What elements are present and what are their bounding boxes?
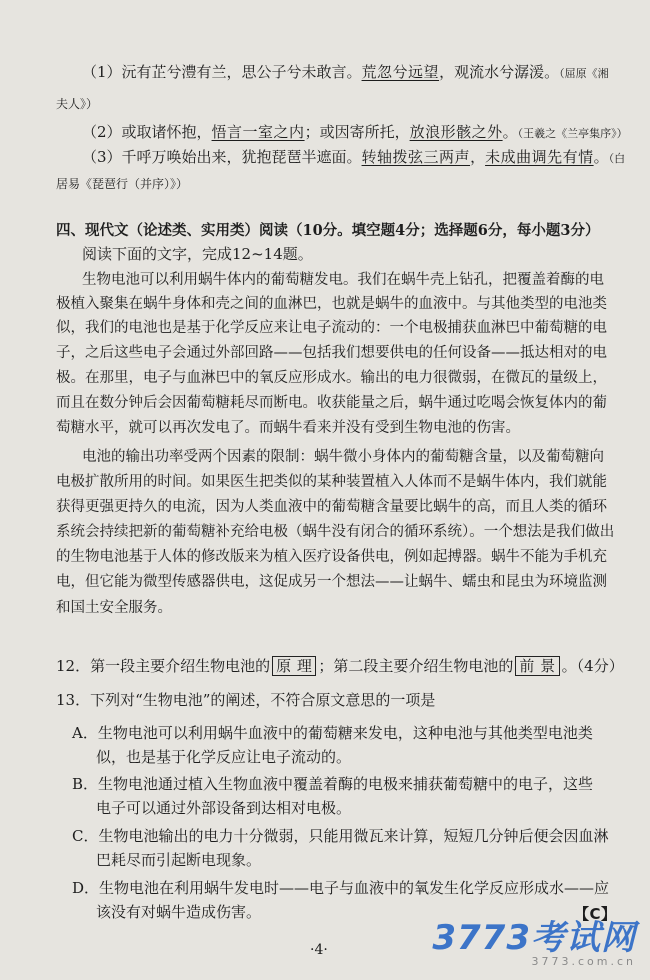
passage-line: 而且在数分钟后会因葡萄糖耗尽而断电。收获能量之后，蜗牛通过吃喝会恢复体内的葡 [56, 395, 607, 411]
poem-line-1 [82, 62, 609, 84]
option-d: D．生物电池在利用蜗牛发电时——电子与血液中的氧发生化学反应形成水——应 [72, 879, 610, 897]
option-a-cont: 似，也是基于化学反应让电子流动的。 [96, 748, 352, 766]
poem-source: （白 [608, 152, 626, 165]
passage-line: 极植入聚集在蜗牛身体和壳之间的血淋巴，也就是蜗牛的血液中。与其他类型的电池类 [56, 296, 607, 312]
page-number: ·4· [310, 942, 328, 958]
question-12 [56, 656, 624, 676]
section-heading: 四、现代文（论述类、实用类）阅读（10分。填空题4分；选择题6分，每小题3分） [56, 222, 600, 239]
question-text: 。（4分） [561, 657, 624, 675]
option-d-cont: 该没有对蜗牛造成伤害。 [96, 903, 262, 921]
handwritten-answer: 放浪形骸之外 [409, 123, 503, 141]
passage-line: 电池的输出功率受两个因素的限制：蜗牛微小身体内的葡萄糖含量，以及葡萄糖向 [82, 449, 604, 465]
option-c: C．生物电池输出的电力十分微弱，只能用微瓦来计算，短短几分钟后便会因血淋 [72, 827, 609, 845]
poem-text: ；或因寄所托， [304, 123, 410, 141]
option-a: A．生物电池可以利用蜗牛血液中的葡萄糖来发电，这种电池与其他类型电池类 [72, 724, 593, 742]
poem-text: 。 [593, 148, 609, 166]
question-text: ；第二段主要介绍生物电池的 [318, 657, 514, 675]
answer-box: 前 景 [515, 656, 559, 676]
passage-line: 电，但它能为微型传感器供电，这促成另一个想法——让蜗牛、蠕虫和昆虫为环境监测 [56, 574, 607, 590]
answer-mark: 【C】 [574, 905, 617, 923]
poem-source: （屈原《湘 [559, 67, 609, 80]
passage-line: 和国土安全服务。 [56, 600, 172, 616]
handwritten-answer: 悟言一室之内 [211, 123, 305, 141]
passage-line: 萄糖水平，就可以再次发电了。而蜗牛看来并没有受到生物电池的伤害。 [56, 420, 520, 436]
passage-line: 子，之后这些电子会通过外部回路——包括我们想要供电的任何设备——抵达相对的电 [56, 345, 607, 361]
option-b-cont: 电子可以通过外部设备到达相对电极。 [96, 799, 352, 817]
watermark-brand: 3773考试网 [432, 918, 636, 958]
watermark-logo [432, 910, 636, 968]
poem-line-4 [82, 147, 625, 169]
poem-line-3 [82, 122, 628, 144]
handwritten-answer: 未成曲调先有情 [485, 148, 594, 166]
poem-text: （3）千呼万唤始出来，犹抱琵琶半遮面。 [82, 148, 362, 166]
poem-source: （王羲之《兰亭集序》） [517, 127, 628, 140]
poem-text: 。 [502, 123, 518, 141]
question-13-stem: 13．下列对“生物电池”的阐述，不符合原文意思的一项是 [56, 691, 436, 709]
option-b: B．生物电池通过植入生物血液中覆盖着酶的电极来捕获葡萄糖中的电子，这些 [72, 775, 594, 793]
question-text: 12．第一段主要介绍生物电池的 [56, 657, 271, 675]
poem-text: ， [470, 148, 486, 166]
passage-line: 极。在那里，电子与血淋巴中的氧反应形成水。输出的电力很微弱，在微瓦的量级上， [56, 370, 607, 386]
poem-line-2: 夫人》） [56, 97, 99, 111]
poem-text: ，观流水兮潺湲。 [439, 63, 560, 81]
handwritten-answer: 转轴拨弦三两声 [361, 148, 471, 166]
poem-text: （2）或取诸怀抱， [82, 123, 212, 141]
passage-line: 似，我们的电池也是基于化学反应来让电子流动的：一个电极捕获血淋巴中葡萄糖的电 [56, 320, 607, 336]
section-instruction: 阅读下面的文字，完成12~14题。 [82, 245, 313, 263]
passage-line: 生物电池可以利用蜗牛体内的葡萄糖发电。我们在蜗牛壳上钻孔，把覆盖着酶的电 [82, 272, 604, 288]
option-c-cont: 巴耗尽而引起断电现象。 [96, 851, 262, 869]
passage-line: 电极扩散所用的时间。如果医生把类似的某种装置植入人体而不是蜗牛体内，我们就能 [56, 474, 607, 490]
poem-text: （1）沅有芷兮澧有兰，思公子兮未敢言。 [82, 63, 362, 81]
passage-line: 系统会持续把新的葡萄糖补充给电极（蜗牛没有闭合的循环系统）。一个想法是我们做出 [56, 524, 615, 540]
poem-line-5: 居易《琵琶行（并序）》） [56, 177, 189, 191]
handwritten-answer: 荒忽兮远望 [361, 63, 440, 81]
passage-line: 的生物电池基于人体的修改版来为植入医疗设备供电，例如起搏器。蜗牛不能为手机充 [56, 549, 607, 565]
answer-box: 原 理 [272, 656, 316, 676]
passage-line: 获得更强更持久的电流，因为人类血液中的葡萄糖含量要比蜗牛的高，而且人类的循环 [56, 499, 607, 515]
watermark-url: 3773.com.cn [531, 955, 636, 968]
